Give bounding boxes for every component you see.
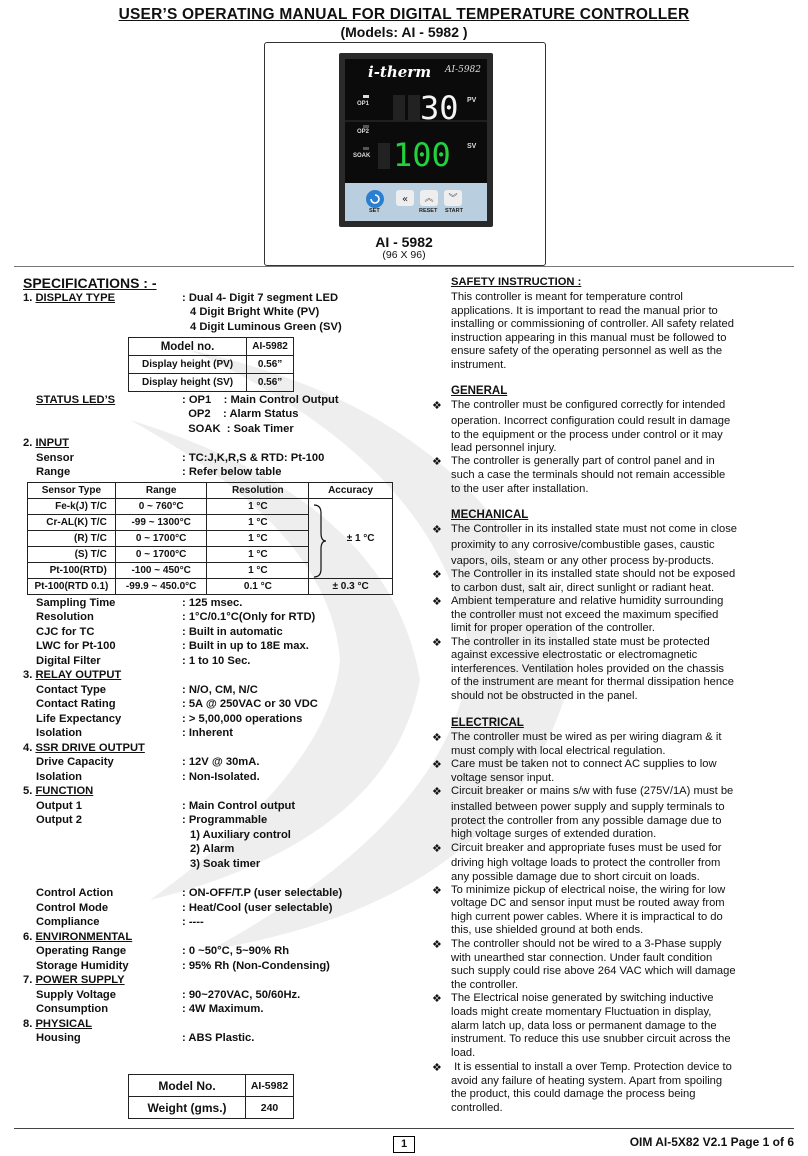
electrical-line: instrument. To reduce this use snubber circuit across the xyxy=(451,1033,731,1045)
electrical-line: The controller must be wired as per wiring diagram & it xyxy=(451,731,722,743)
spec-value: : N/O, CM, N/C xyxy=(182,684,258,696)
electrical-line: Circuit breaker or mains s/w with fuse (275V/1A) must be xyxy=(451,785,734,797)
soak-label: SOAK xyxy=(353,153,371,159)
table-cell: (R) T/C xyxy=(28,531,116,547)
mechanical-line: the controller must not exceed the maximum specified xyxy=(451,609,719,621)
spec-label: Resolution xyxy=(36,611,94,623)
table-row xyxy=(28,579,393,595)
spec-relay-heading: 3. RELAY OUTPUT xyxy=(23,669,122,681)
product-photo-frame xyxy=(264,42,546,266)
electrical-line: Circuit breaker and appropriate fuses must be used for xyxy=(451,842,722,854)
table-cell: -100 ~ 450°C xyxy=(115,563,207,579)
display-height-table xyxy=(128,337,294,392)
table-header-row xyxy=(28,483,393,499)
reset-button-label: RESET xyxy=(419,208,438,214)
table-cell: 240 xyxy=(246,1097,294,1119)
spec-value: : TC:J,K,R,S & RTD: Pt-100 xyxy=(182,452,325,464)
spec-value: : 5A @ 250VAC or 30 VDC xyxy=(182,698,318,710)
electrical-line: The controller should not be wired to a 3-Phase supply xyxy=(451,938,722,950)
spec-label: Output 2 xyxy=(36,814,82,826)
sv-label: SV xyxy=(467,143,477,150)
table-header: Accuracy xyxy=(309,483,393,499)
status-led-line: SOAK : Soak Timer xyxy=(182,423,294,435)
spec-label: CJC for TC xyxy=(36,626,95,638)
spec-label: Life Expectancy xyxy=(36,713,122,725)
mechanical-line: against excessive electrostatic or electromagnetic xyxy=(451,649,698,661)
spec-value: : 90~270VAC, 50/60Hz. xyxy=(182,989,301,1001)
table-cell: Display height (PV) xyxy=(129,356,247,374)
general-line: such a case the terminals should not remain accessible xyxy=(451,469,726,481)
mechanical-line: should not be obstructed in the panel. xyxy=(451,690,638,702)
spec-value: : Heat/Cool (user selectable) xyxy=(182,902,333,914)
electrical-line: avoid any failure of heating system. Apart from spoiling xyxy=(451,1075,723,1087)
table-row xyxy=(28,499,393,515)
table-cell: -99 ~ 1300°C xyxy=(115,515,207,531)
table-cell: Pt-100(RTD 0.1) xyxy=(28,579,116,595)
table-cell: 0 ~ 760°C xyxy=(115,499,207,515)
table-cell: 1 °C xyxy=(207,515,309,531)
table-row xyxy=(129,1097,294,1119)
bullet-icon: ❖ xyxy=(432,637,442,649)
electrical-line: voltage sensor input. xyxy=(451,772,555,784)
document-title: USER’S OPERATING MANUAL FOR DIGITAL TEMPERATURE CONTROLLER xyxy=(118,6,690,23)
electrical-line: high voltage surges of extended duration. xyxy=(451,828,657,840)
spec-label: Compliance xyxy=(36,916,100,928)
spec-value: : 12V @ 30mA. xyxy=(182,756,260,768)
table-row xyxy=(129,374,294,392)
spec-label: Contact Type xyxy=(36,684,107,696)
bullet-icon: ❖ xyxy=(432,885,442,897)
spec-physical-heading: 8. PHYSICAL xyxy=(23,1018,93,1030)
table-cell: AI-5982 xyxy=(247,338,294,356)
bullet-icon: ❖ xyxy=(432,1062,442,1074)
mechanical-line: proximity to any corrosive/combustible gases, caustic xyxy=(451,539,715,551)
spec-input-heading: 2. INPUT xyxy=(23,437,70,449)
sv-display: 100 xyxy=(393,136,451,174)
pv-label: PV xyxy=(467,97,477,104)
svg-text:«: « xyxy=(401,194,409,205)
general-line: to the user after installation. xyxy=(451,483,589,495)
table-header: Sensor Type xyxy=(28,483,116,499)
spec-function-heading: 5. FUNCTION xyxy=(23,785,94,797)
spec-label: Sensor xyxy=(36,452,74,464)
spec-value: : Main Control output xyxy=(182,800,296,812)
electrical-line: with unearthed star connection. Under fault condition xyxy=(451,952,713,964)
spec-label: Operating Range xyxy=(36,945,127,957)
product-size: (96 X 96) xyxy=(382,249,426,261)
spec-value: : Built in automatic xyxy=(182,626,283,638)
spec-value: : 0 ~50°C, 5~90% Rh xyxy=(182,945,290,957)
table-cell: -99.9 ~ 450.0°C xyxy=(115,579,207,595)
spec-label: Isolation xyxy=(36,727,82,739)
status-leds-label: STATUS LED’S xyxy=(36,394,116,406)
electrical-line: controlled. xyxy=(451,1102,503,1114)
document-subtitle: (Models: AI - 5982 ) xyxy=(340,24,468,40)
table-header: Range xyxy=(115,483,207,499)
electrical-line: the product, this could damage the process being xyxy=(451,1088,696,1100)
spec-display-heading: 1. DISPLAY TYPE xyxy=(23,292,116,304)
set-button-label: SET xyxy=(369,208,380,214)
general-line: The controller must be configured correctly for intended xyxy=(451,399,726,411)
spec-value: : ABS Plastic. xyxy=(182,1032,255,1044)
spec-value: : Non-Isolated. xyxy=(182,771,260,783)
table-cell: Pt-100(RTD) xyxy=(28,563,116,579)
spec-value: : ON-OFF/T.P (user selectable) xyxy=(182,887,343,899)
product-name: AI - 5982 xyxy=(375,234,433,250)
mechanical-line: The Controller in its installed state should not be exposed xyxy=(451,568,736,580)
mechanical-line: Ambient temperature and relative humidity surrounding xyxy=(451,595,724,607)
safety-line: This controller is meant for temperature control xyxy=(451,291,683,303)
spec-option: 2) Alarm xyxy=(190,843,235,855)
op2-label: OP2 xyxy=(357,129,370,135)
table-cell: 0 ~ 1700°C xyxy=(115,547,207,563)
safety-heading: SAFETY INSTRUCTION : xyxy=(451,276,582,288)
specifications-heading: SPECIFICATIONS : - xyxy=(23,275,157,291)
spec-ssr-heading: 4. SSR DRIVE OUTPUT xyxy=(23,742,145,754)
electrical-line: driving high voltage loads to protect the controller from xyxy=(451,857,721,869)
svg-text:︾: ︾ xyxy=(448,194,458,204)
spec-value: : Programmable xyxy=(182,814,268,826)
spec-label: Storage Humidity xyxy=(36,960,129,972)
spec-label: Output 1 xyxy=(36,800,82,812)
general-line: lead personnel injury. xyxy=(451,442,557,454)
spec-label: Control Mode xyxy=(36,902,109,914)
spec-label: Contact Rating xyxy=(36,698,116,710)
spec-value: : 125 msec. xyxy=(182,597,243,609)
general-line: operation. Incorrect configuration could result in damage xyxy=(451,415,731,427)
safety-line: instrument. xyxy=(451,358,507,371)
document-reference: OIM AI-5X82 V2.1 Page 1 of 6 xyxy=(629,1135,794,1149)
table-cell: Weight (gms.) xyxy=(129,1097,246,1119)
spec-value: : 95% Rh (Non-Condensing) xyxy=(182,960,330,972)
spec-value: : 1 to 10 Sec. xyxy=(182,655,251,667)
spec-value: : ---- xyxy=(182,916,204,928)
bullet-icon: ❖ xyxy=(432,993,442,1005)
table-cell: Model no. xyxy=(129,338,247,356)
spec-label: Range xyxy=(36,466,71,478)
table-row xyxy=(129,338,294,356)
page-number: 1 xyxy=(393,1136,415,1153)
bullet-icon: ❖ xyxy=(432,843,442,855)
electrical-line: this, use shielded ground at both ends. xyxy=(451,924,644,936)
table-cell: 0.56” xyxy=(247,374,294,392)
mechanical-line: to carbon dust, salt air, direct sunlight or radiant heat. xyxy=(451,582,715,594)
table-cell: 1 °C xyxy=(207,563,309,579)
safety-line: applications. It is important to read the manual prior to xyxy=(451,304,718,317)
weight-table xyxy=(128,1074,294,1119)
table-cell: Display height (SV) xyxy=(129,374,247,392)
spec-label: Housing xyxy=(36,1032,81,1044)
bullet-icon: ❖ xyxy=(432,759,442,771)
mechanical-line: limit for proper operation of the controller. xyxy=(451,622,655,634)
bullet-icon: ❖ xyxy=(432,596,442,608)
electrical-line: such supply could rise above 264 VAC which will damage xyxy=(451,965,736,977)
start-button-label: START xyxy=(445,208,463,214)
op1-label: OP1 xyxy=(357,101,370,107)
spec-label: Sampling Time xyxy=(36,597,116,609)
electrical-line: any possible damage due to short circuit on loads. xyxy=(451,871,700,883)
table-cell: 0.1 °C xyxy=(207,579,309,595)
table-cell: AI-5982 xyxy=(246,1075,294,1097)
brand-logo: i-therm xyxy=(368,63,432,81)
spec-value: : 1°C/0.1°C(Only for RTD) xyxy=(182,611,316,623)
electrical-line: must comply with local electrical regulation. xyxy=(451,745,666,757)
spec-label: Control Action xyxy=(36,887,114,899)
bullet-icon: ❖ xyxy=(432,569,442,581)
electrical-line: Care must be taken not to connect AC supplies to low xyxy=(451,758,717,770)
electrical-line: To minimize pickup of electrical noise, the wiring for low xyxy=(451,884,726,896)
general-line: The controller is generally part of control panel and in xyxy=(451,455,715,467)
electrical-line: voltage DC and sensor input must be routed away from xyxy=(451,897,725,909)
bullet-icon: ❖ xyxy=(432,524,442,536)
table-cell: 1 °C xyxy=(207,547,309,563)
spec-value: : > 5,00,000 operations xyxy=(182,713,303,725)
table-cell: Fe-k(J) T/C xyxy=(28,499,116,515)
general-line: to the equipment or the process under control or it may xyxy=(451,429,723,441)
spec-value: : Built in up to 18E max. xyxy=(182,640,309,652)
spec-display-value: 4 Digit Luminous Green (SV) xyxy=(190,321,342,333)
table-row xyxy=(129,1075,294,1097)
mechanical-line: vapors, oils, steam or any other process by-products. xyxy=(451,555,715,567)
electrical-line: installed between power supply and supply terminals to xyxy=(451,801,725,813)
spec-power-heading: 7. POWER SUPPLY xyxy=(23,974,125,986)
table-cell: 0 ~ 1700°C xyxy=(115,531,207,547)
table-cell: Cr-AL(K) T/C xyxy=(28,515,116,531)
bullet-icon: ❖ xyxy=(432,400,442,412)
spec-label: Consumption xyxy=(36,1003,109,1015)
spec-label: Drive Capacity xyxy=(36,756,114,768)
electrical-line: The Electrical noise generated by switching inductive xyxy=(451,992,714,1004)
spec-option: 1) Auxiliary control xyxy=(190,829,291,841)
table-cell: 1 °C xyxy=(207,531,309,547)
table-cell: Model No. xyxy=(129,1075,246,1097)
table-row xyxy=(129,356,294,374)
safety-line: instruction appearing in this manual must be followed to xyxy=(451,331,727,344)
safety-line: ensure safety of the operating personnel as well as the xyxy=(451,345,723,357)
mechanical-line: interferences. Ventilation holes provided on the chassis xyxy=(451,663,725,675)
spec-environmental-heading: 6. ENVIRONMENTAL xyxy=(23,931,133,943)
electrical-line: the controller. xyxy=(451,979,519,991)
brace-icon xyxy=(312,503,328,579)
spec-label: LWC for Pt-100 xyxy=(36,640,116,652)
mechanical-line: of the instrument are meant for thermal dissipation hence xyxy=(451,676,734,688)
spec-label: Isolation xyxy=(36,771,82,783)
spec-value: : Refer below table xyxy=(182,466,282,478)
status-led-line: : OP1 : Main Control Output xyxy=(182,394,339,406)
spec-display-value: : Dual 4- Digit 7 segment LED xyxy=(182,292,339,304)
sensor-range-table xyxy=(27,482,393,595)
table-header: Resolution xyxy=(207,483,309,499)
model-badge: AI-5982 xyxy=(445,65,481,75)
electrical-line: loads might create momentary Fluctuation in display, xyxy=(451,1006,712,1018)
bullet-icon: ❖ xyxy=(432,732,442,744)
spec-option: 3) Soak timer xyxy=(190,858,261,870)
pv-display: 30 xyxy=(420,89,459,127)
bullet-icon: ❖ xyxy=(432,456,442,468)
electrical-line: load. xyxy=(451,1047,476,1059)
mechanical-heading: MECHANICAL xyxy=(451,509,529,521)
spec-label: Digital Filter xyxy=(36,655,101,667)
table-cell: ± 0.3 °C xyxy=(309,579,393,595)
safety-line: installing or commissioning of controller. All safety related xyxy=(451,318,734,330)
spec-value: : Inherent xyxy=(182,727,233,739)
footer-divider xyxy=(14,1128,794,1129)
table-cell: 1 °C xyxy=(207,499,309,515)
table-cell: (S) T/C xyxy=(28,547,116,563)
spec-value: : 4W Maximum. xyxy=(182,1003,264,1015)
mechanical-line: The Controller in its installed state must not come in close xyxy=(451,523,738,535)
electrical-line: alarm latch up, data loss or permanent damage to the xyxy=(451,1020,717,1032)
bullet-icon: ❖ xyxy=(432,939,442,951)
bullet-icon: ❖ xyxy=(432,786,442,798)
status-led-line: OP2 : Alarm Status xyxy=(182,408,299,420)
spec-display-value: 4 Digit Bright White (PV) xyxy=(190,306,320,318)
electrical-line: high current power cables. Where it is impractical to do xyxy=(451,911,723,923)
table-cell: 0.56” xyxy=(247,356,294,374)
section-divider xyxy=(14,266,794,267)
table-cell-accuracy: ± 1 °C xyxy=(309,499,393,579)
spec-label: Supply Voltage xyxy=(36,989,116,1001)
electrical-heading: ELECTRICAL xyxy=(451,717,524,729)
electrical-line: protect the controller from any possible damage due to xyxy=(451,815,722,827)
mechanical-line: The controller in its installed state must be protected xyxy=(451,636,710,648)
electrical-line: It is essential to install a over Temp. Protection device to xyxy=(451,1061,732,1073)
general-heading: GENERAL xyxy=(451,385,508,397)
svg-text:︽: ︽ xyxy=(424,194,434,204)
